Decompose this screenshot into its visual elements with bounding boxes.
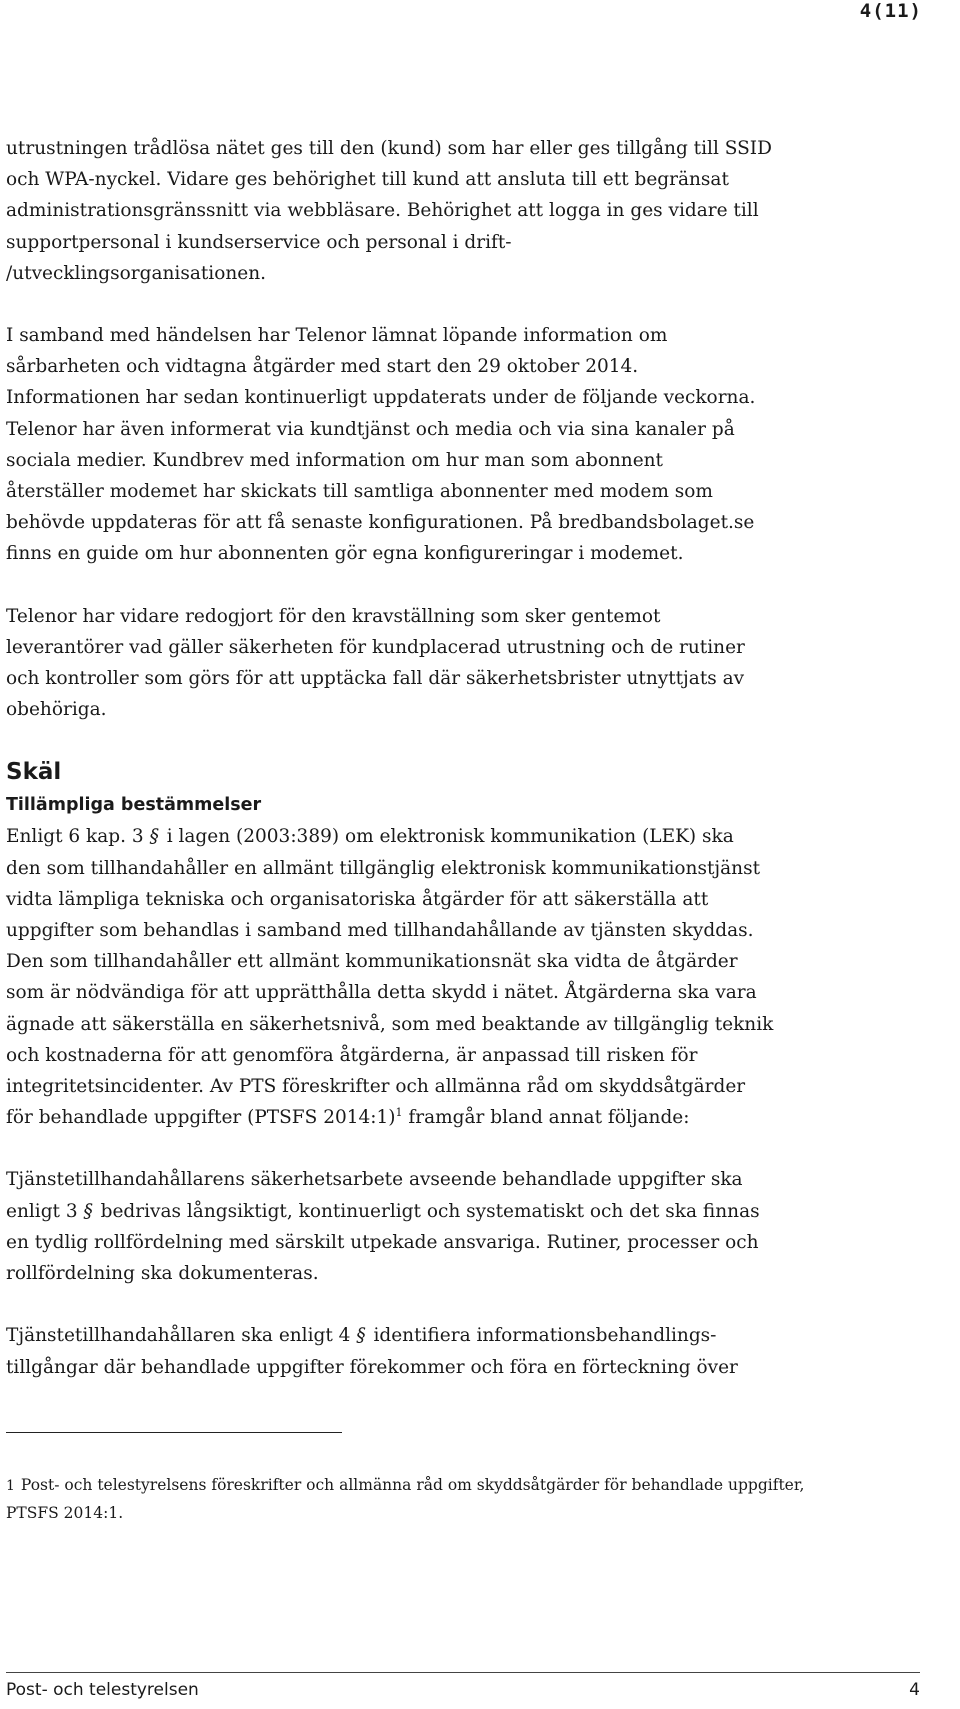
- text-segment: Enligt 6 kap. 3: [6, 826, 150, 848]
- section-heading-skal: Skäl: [6, 759, 62, 786]
- text-segment: identifiera informationsbehandlings- tillgångar där behandlade uppgifter förekommer och föra en förteckning över: [6, 1325, 738, 1378]
- footnote-reference[interactable]: 1: [395, 1106, 403, 1120]
- paragraph-lek-provision: [6, 821, 856, 1133]
- footnote: [6, 1472, 886, 1527]
- subheading-applicable-provisions: Tillämpliga bestämmelser: [6, 795, 262, 816]
- section-sign: §: [83, 1200, 95, 1222]
- paragraph-equipment-access: utrustningen trådlösa nätet ges till den (kund) som har eller ges tillgång till SSID och WPA-nyckel. Vidare ges behörighet till kund att ansluta till ett begränsat administrationsgränssnitt via webbläsare. Behörighet att logga in ges vidare till supportpersonal i kundserservice och personal i drift- /utvecklingsorganisationen.: [6, 138, 772, 284]
- text-segment: i lagen (2003:389) om elektronisk kommunikation (LEK) ska den som tillhandahåller en allmänt tillgänglig elektronisk kommunikationstjänst vidta lämpliga tekniska och organisatoriska åtgärder för att säkerställa att uppgifter som behandlas i samband med tillhandahållande av tjänsten skyddas. Den som tillhandahåller ett allmänt kommunikationsnät ska vidta de åtgärder som är nödvändiga för att upprätthålla detta skydd i nätet. Åtgärderna ska vara ägnade att säkerställa en säkerhetsnivå, som med beaktande av tillgänglig teknik och kostnaderna för att genomföra åtgärderna, är anpassad till risken för integritetsincidenter. Av PTS föreskrifter och allmänna råd om skyddsåtgärder för behandlade uppgifter (PTSFS 2014:1): [6, 826, 774, 1129]
- text-segment: bedrivas långsiktigt, kontinuerligt och systematiskt och det ska finnas en tydlig rollfördelning med särskilt utpekade ansvariga. Rutiner, processer och rollfördelning ska dokumenteras.: [6, 1200, 760, 1285]
- text-segment: Tjänstetillhandahållarens säkerhetsarbete avseende behandlade uppgifter ska enligt 3: [6, 1169, 743, 1222]
- section-sign: §: [149, 826, 161, 848]
- section-sign: §: [356, 1325, 368, 1347]
- paragraph-supplier-requirements: Telenor har vidare redogjort för den kravställning som sker gentemot leverantörer vad gäller säkerheten för kundplacerad utrustning och de rutiner och kontroller som görs för att upptäcka fall där säkerhetsbrister utnyttjats av obehöriga.: [6, 605, 745, 721]
- page-footer: [6, 1680, 920, 1700]
- paragraph-security-work: [6, 1164, 856, 1289]
- paragraph-telenor-information: I samband med händelsen har Telenor lämnat löpande information om sårbarheten och vidtagna åtgärder med start den 29 oktober 2014. Informationen har sedan kontinuerligt uppdaterats under de följande veckorna. Telenor har även informerat via kundtjänst och media och via sina kanaler på sociala medier. Kundbrev med information om hur man som abonnent återställer modemet har skickats till samtliga abonnenter med modem som behövde uppdateras för att få senaste konfigurationen. På bredbandsbolaget.se finns en guide om hur abonnenten gör egna konfigureringar i modemet.: [6, 325, 756, 565]
- text-segment: Tjänstetillhandahållaren ska enligt 4: [6, 1325, 357, 1347]
- footer-page-number: 4: [909, 1680, 920, 1700]
- footer-organization: Post- och telestyrelsen: [6, 1680, 199, 1700]
- paragraph-asset-identification: [6, 1320, 856, 1382]
- page-number-header: 4(11): [859, 0, 922, 22]
- text-segment: framgår bland annat följande:: [402, 1107, 690, 1129]
- footer-divider: [6, 1672, 920, 1673]
- footnote-text: Post- och telestyrelsens föreskrifter och allmänna råd om skyddsåtgärder för behandlade uppgifter, PTSFS 2014:1.: [6, 1476, 805, 1522]
- footnote-divider: [6, 1432, 342, 1433]
- footnote-number: 1: [6, 1478, 15, 1494]
- document-body: [6, 133, 856, 1414]
